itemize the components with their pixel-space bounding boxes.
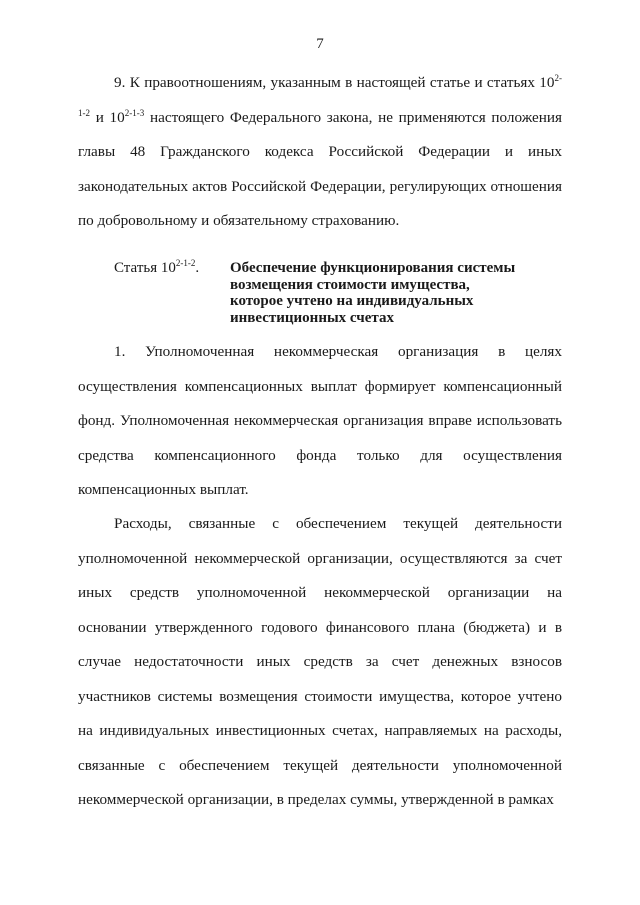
page-number: 7 bbox=[316, 36, 324, 52]
paragraph-9-text-middle: и 10 bbox=[90, 108, 125, 126]
paragraph-expenses: Расходы, связанные с обеспечением текущей деятельности уполномоченной некоммерческой организации, осуществляются за счет иных средств уполномоченной некоммерческой организации на основании утвержденного годового финансового плана (бюджета) и в случае недостаточности иных средств за счет денежных взносов участников системы возмещения стоимости имущества, которое учтено на индивидуальных инвестиционных счетах, направляемых на расходы, связанные с обеспечением текущей деятельности уполномоченной некоммерческой организации, в пределах суммы, утвержденной в рамках bbox=[78, 515, 562, 808]
article-label-suffix: . bbox=[195, 260, 200, 276]
article-title-line: которое учтено на индивидуальных bbox=[230, 293, 474, 309]
article-number-superscript: 2-1-2 bbox=[175, 258, 196, 268]
paragraph-1: 1. Уполномоченная некоммерческая организация в целях осуществления компенсационных выплат формирует компенсационный фонд. Уполномоченная некоммерческая организация вправе использовать средства компенсационного фонда только для осуществления компенсационных выплат. bbox=[78, 343, 562, 498]
article-title bbox=[230, 260, 570, 326]
article-label bbox=[114, 260, 199, 277]
article-title-line: Обеспечение функционирования системы bbox=[230, 260, 516, 276]
article-reference-superscript: 2-1-3 bbox=[124, 107, 145, 118]
article-reference-superscript: 2-1-2 bbox=[78, 73, 562, 118]
article-label-prefix: Статья 10 bbox=[114, 260, 176, 276]
paragraph-9 bbox=[78, 66, 562, 239]
paragraph-9-text-start: 9. К правоотношениям, указанным в настоящей статье и статьях 10 bbox=[114, 74, 555, 91]
article-title-line: инвестиционных счетах bbox=[230, 309, 394, 326]
paragraph-9-text-end: настоящего Федерального закона, не применяются положения главы 48 Гражданского кодекса Российской Федерации и иных законодательных актов Российской Федерации, регулирующих отношения по добровольному и обязательному страхованию. bbox=[78, 108, 562, 229]
article-title-line: возмещения стоимости имущества, bbox=[230, 276, 470, 293]
